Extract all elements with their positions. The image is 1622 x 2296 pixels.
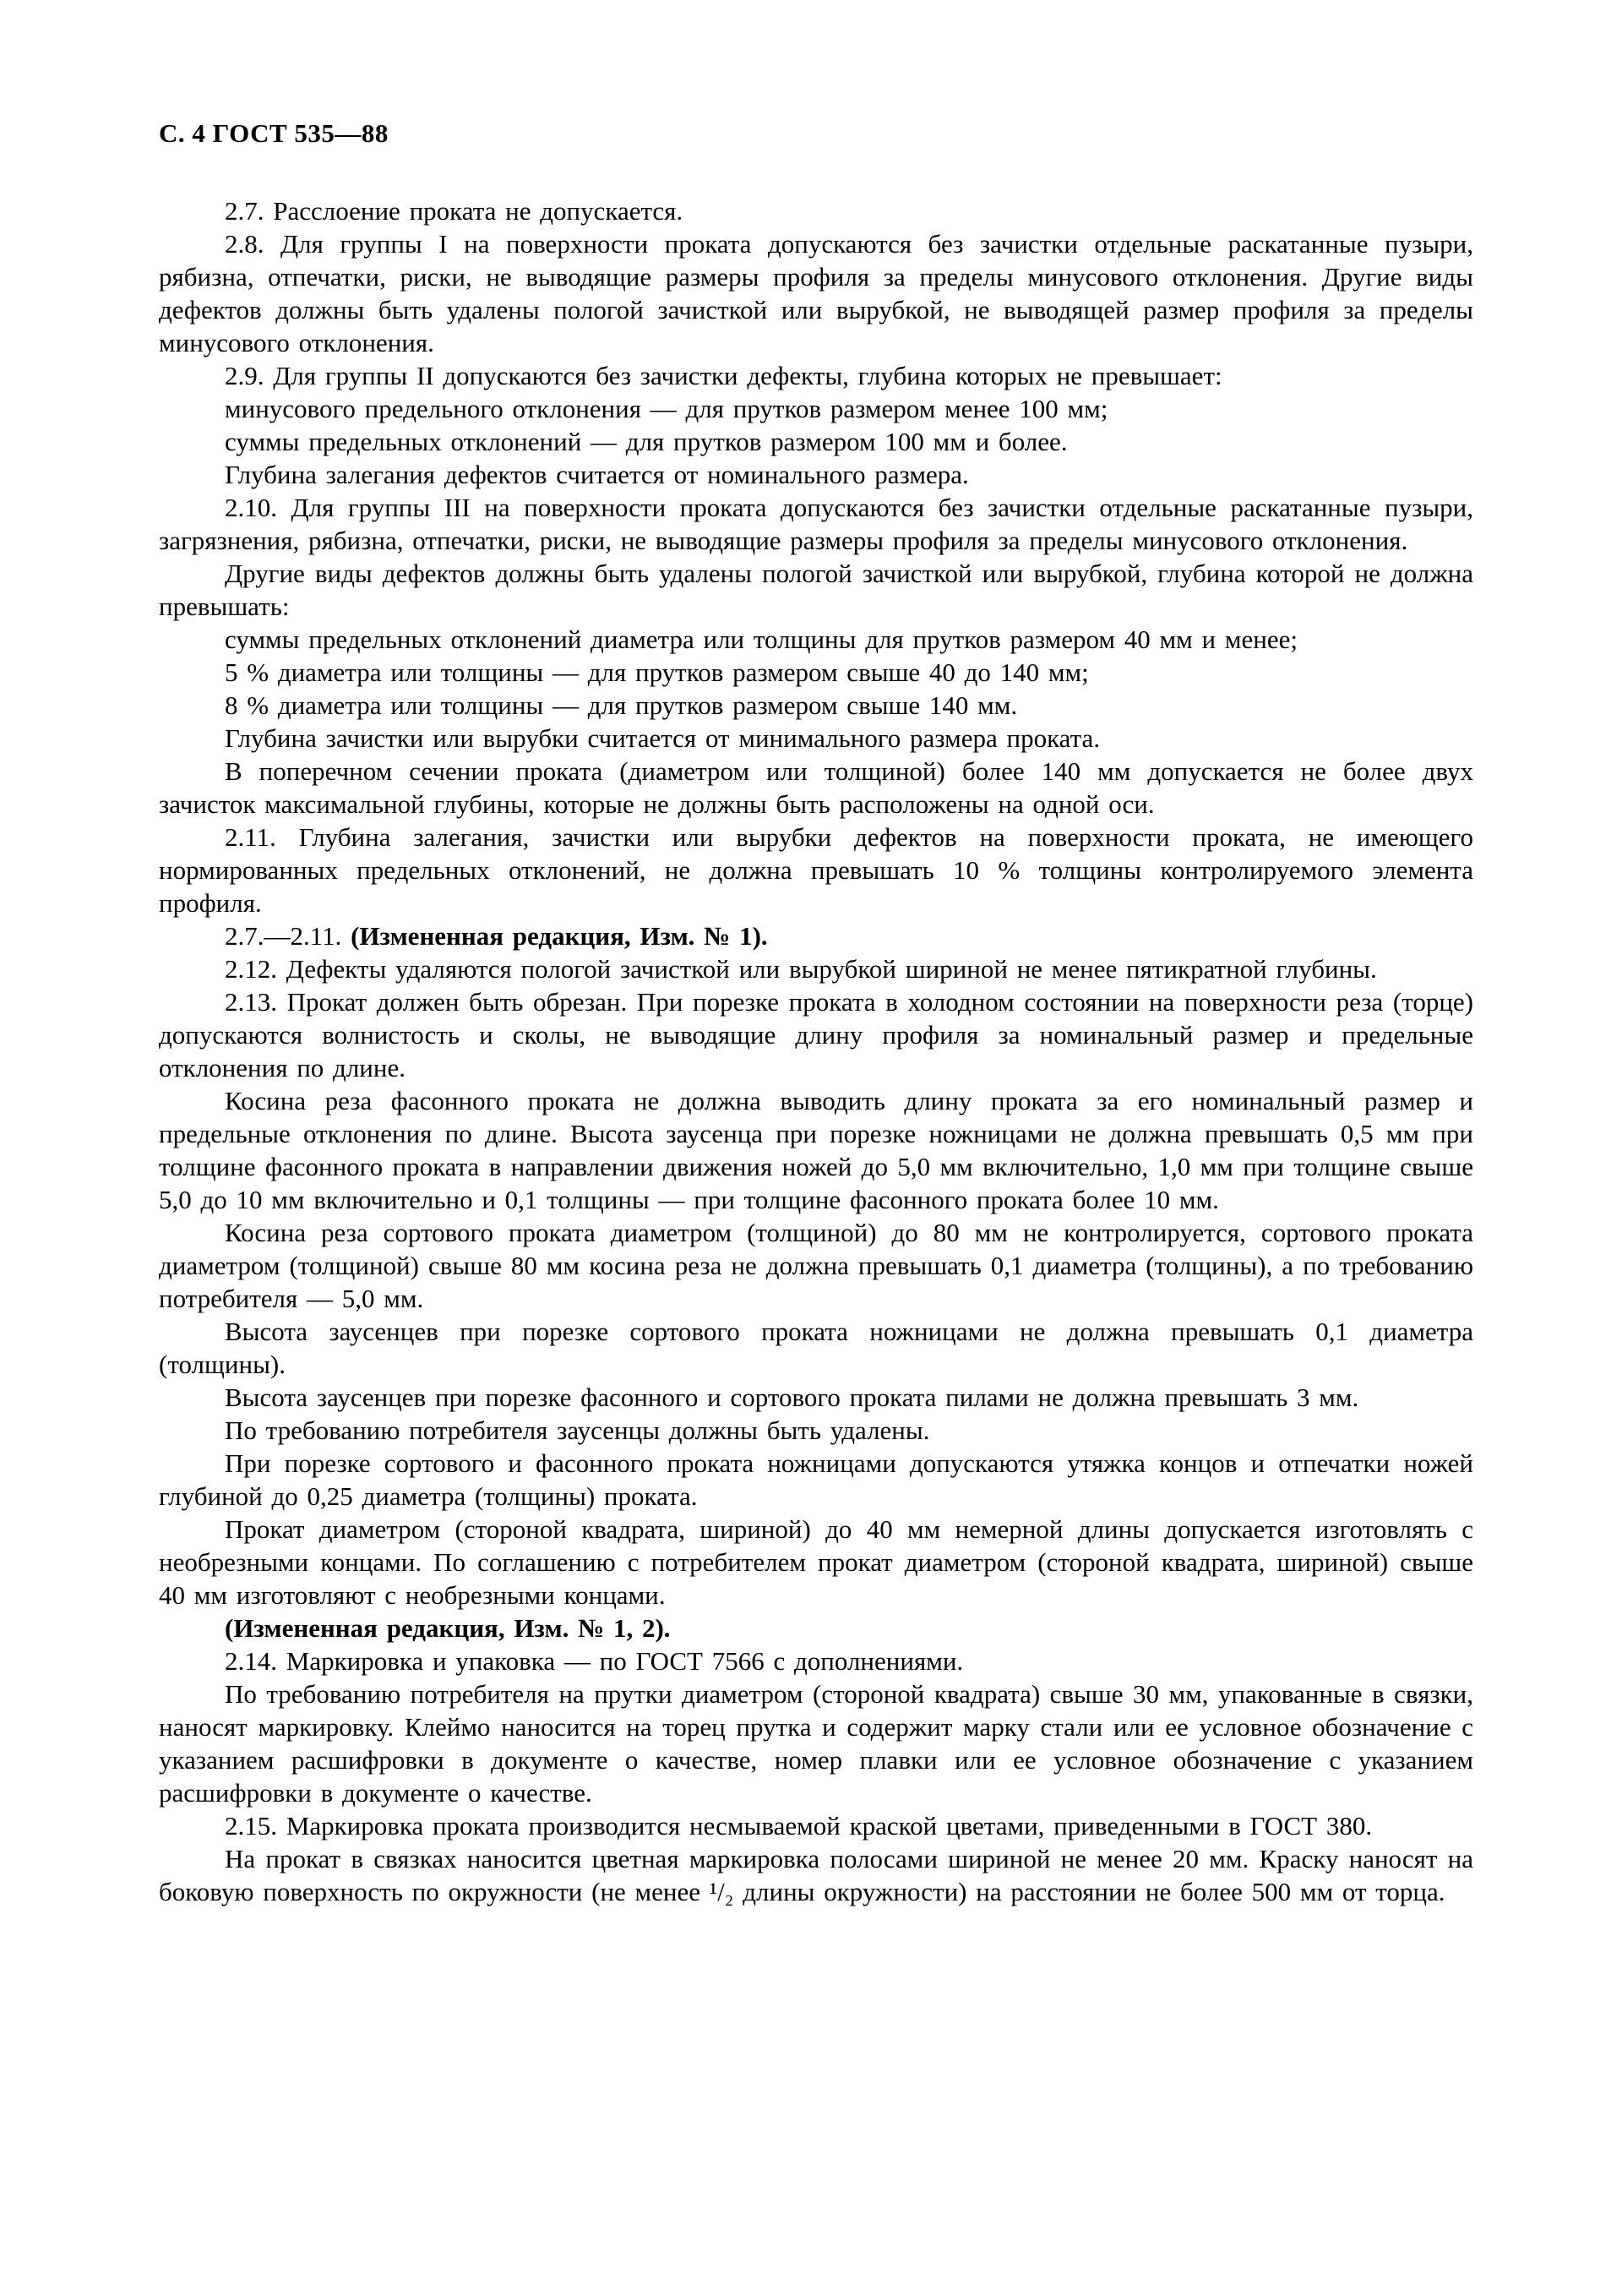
paragraph-amendment-1 xyxy=(159,919,1473,952)
clause-2-9-item-1: минусового предельного отклонения — для прутков размером менее 100 мм; xyxy=(225,394,1108,423)
clause-2-9-item-2: суммы предельных отклонений — для прутков размером 100 мм и более. xyxy=(225,427,1068,456)
clause-2-13-burr-section: Высота заусенцев при порезке сортового проката ножницами не должна превышать 0,1 диаметра (толщины). xyxy=(159,1317,1473,1379)
amendment-1-prefix: 2.7.—2.11. xyxy=(225,921,351,951)
paragraph-amendment-2: (Измененная редакция, Изм. № 1, 2). xyxy=(225,1613,671,1643)
clause-2-10-item-2: 5 % диаметра или толщины — для прутков размером свыше 40 до 140 мм; xyxy=(225,657,1089,687)
paragraph-2-8: 2.8. Для группы I на поверхности проката допускаются без зачистки отдельные раскатанные пузыри, рябизна, отпечатки, риски, не выводящие размеры профиля за пределы минусового отклонения. Другие виды дефектов должны быть удалены пологой зачисткой или вырубкой, не выводящей размер профиля за пределы минусового отклонения. xyxy=(159,229,1473,357)
paragraph-2-11: 2.11. Глубина залегания, зачистки или вырубки дефектов на поверхности проката, не имеющего нормированных предельных отклонений, не должна превышать 10 % толщины контролируемого элемента профиля. xyxy=(159,822,1473,918)
clause-2-14-marking: По требованию потребителя на прутки диаметром (стороной квадрата) свыше 30 мм, упакованные в связки, наносят маркировку. Клеймо наносится на торец прутка и содержит марку стали или ее условное обозначение с указанием расшифровки в документе о качестве, номер плавки или ее условное обозначение с указанием расшифровки в документе о качестве. xyxy=(159,1679,1473,1808)
clause-2-10-item-3: 8 % диаметра или толщины — для прутков размером свыше 140 мм. xyxy=(225,690,1018,720)
clause-2-10-note: Глубина зачистки или вырубки считается от минимального размера проката. xyxy=(225,723,1101,753)
clause-2-13-bevel-section: Косина реза сортового проката диаметром (толщиной) до 80 мм не контролируется, сортового проката диаметром (толщиной) свыше 80 мм косина реза не должна превышать 0,1 диаметра (толщины), а по требованию потребителя — 5,0 мм. xyxy=(159,1218,1473,1313)
clause-2-10-intro: Другие виды дефектов должны быть удалены пологой зачисткой или вырубкой, глубина которой не должна превышать: xyxy=(159,559,1473,621)
clause-2-10-item-1: суммы предельных отклонений диаметра или толщины для прутков размером 40 мм и менее; xyxy=(225,624,1298,654)
paragraph-2-7: 2.7. Расслоение проката не допускается. xyxy=(225,196,683,226)
paragraph-2-14: 2.14. Маркировка и упаковка — по ГОСТ 7566 с дополнениями. xyxy=(225,1646,964,1676)
page-header: С. 4 ГОСТ 535—88 xyxy=(159,118,389,148)
clause-2-13-unmeasured-length: Прокат диаметром (стороной квадрата, шириной) до 40 мм немерной длины допускается изготовлять с необрезными концами. По соглашению с потребителем прокат диаметром (стороной квадрата, шириной) свыше 40 мм изготовляют с необрезными концами. xyxy=(159,1514,1473,1610)
paragraph-2-12: 2.12. Дефекты удаляются пологой зачисткой или вырубкой шириной не менее пятикратной глубины. xyxy=(225,954,1377,984)
amendment-1-note: (Измененная редакция, Изм. № 1). xyxy=(351,921,768,951)
paragraph-2-9: 2.9. Для группы II допускаются без зачистки дефекты, глубина которых не превышает: xyxy=(225,361,1222,390)
clause-2-10-cross-section: В поперечном сечении проката (диаметром или толщиной) более 140 мм допускается не более двух зачисток максимальной глубины, которые не должны быть расположены на одной оси. xyxy=(159,756,1473,819)
paragraph-2-10: 2.10. Для группы III на поверхности проката допускаются без зачистки отдельные раскатанные пузыри, загрязнения, рябизна, отпечатки, риски, не выводящие размеры профиля за пределы минусового отклонения. xyxy=(159,493,1473,555)
clause-2-13-burr-saw: Высота заусенцев при порезке фасонного и сортового проката пилами не должна превышать 3 мм. xyxy=(225,1383,1359,1412)
clause-2-13-burr-removal: По требованию потребителя заусенцы должны быть удалены. xyxy=(225,1415,930,1445)
paragraph-2-15: 2.15. Маркировка проката производится несмываемой краской цветами, приведенными в ГОСТ 380. xyxy=(225,1811,1373,1841)
clause-2-15-paint: На прокат в связках наносится цветная маркировка полосами шириной не менее 20 мм. Краску наносят на боковую поверхность по окружности (не менее ¹/₂ длины окружности) на расстоянии не более 500 мм от торца. xyxy=(159,1844,1473,1906)
clause-2-13-bevel-shaped: Косина реза фасонного проката не должна выводить длину проката за его номинальный размер и предельные отклонения по длине. Высота заусенца при порезке ножницами не должна превышать 0,5 мм при толщине фасонного проката в направлении движения ножей до 5,0 мм включительно, 1,0 мм при толщине свыше 5,0 до 10 мм включительно и 0,1 толщины — при толщине фасонного проката более 10 мм. xyxy=(159,1086,1473,1214)
clause-2-13-shear: При порезке сортового и фасонного проката ножницами допускаются утяжка концов и отпечатки ножей глубиной до 0,25 диаметра (толщины) проката. xyxy=(159,1448,1473,1511)
document-body xyxy=(159,194,1473,1908)
paragraph-2-13: 2.13. Прокат должен быть обрезан. При порезке проката в холодном состоянии на поверхности реза (торце) допускаются волнистость и сколы, не выводящие длину профиля за номинальный размер и предельные отклонения по длине. xyxy=(159,987,1473,1083)
clause-2-9-note: Глубина залегания дефектов считается от номинального размера. xyxy=(225,460,969,489)
